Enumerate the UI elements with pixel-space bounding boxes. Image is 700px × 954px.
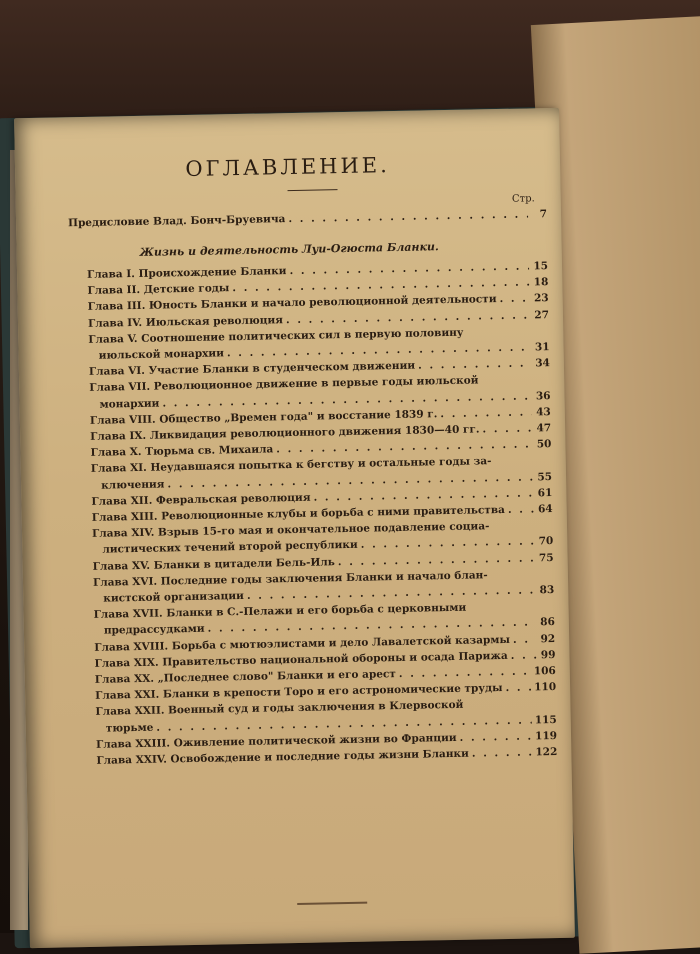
chapter-label: Глава XIV. Взрыв 15-го мая и окончательное подавление социа- [91,520,490,541]
leader-dots [505,682,531,694]
chapter-label: Глава XVII. Бланки в С.-Пелажи и его борьба с церковными [93,601,467,622]
leader-dots [289,260,529,277]
leader-dots [276,439,532,456]
chapter-page: 47 [536,422,552,435]
chapter-page: 31 [534,341,550,354]
title-rule [288,189,338,191]
chapter-label-continuation: ключения [101,478,165,492]
page-column-label: Стр. [511,193,535,205]
leader-dots [232,277,529,295]
chapter-label: Глава XXI. Бланки в крепости Торо и его астрономические труды [95,682,503,703]
chapter-label: Глава V. Соотношение политических сил в первую половину [88,326,464,346]
chapter-page: 64 [537,503,553,516]
chapter-label-continuation: монархии [99,397,160,411]
chapter-page: 75 [538,551,554,564]
leader-dots [227,341,531,359]
preface-page: 7 [539,208,548,221]
leader-dots [288,208,528,225]
chapter-label: Глава XVIII. Борьба с мютюэлистами и дело Лавалетской казармы [94,633,511,654]
chapter-label: Глава IX. Ликвидация революционного движения 1830—40 гг. [90,423,480,443]
leader-dots [247,584,536,602]
chapter-page: 15 [533,260,549,273]
chapter-label: Глава XV. Бланки в цитадели Бель-Иль [92,555,335,573]
leader-dots [508,503,534,515]
chapter-page: 55 [537,470,553,483]
chapter-label-continuation: предрассудками [103,623,205,638]
chapter-label: Глава XIX. Правительство национальной обороны и осада Парижа [94,649,508,670]
leader-dots [418,358,531,372]
chapter-label-continuation: листических течений второй республики [102,539,358,557]
book-page [14,108,575,948]
leader-dots [399,665,531,680]
chapter-label: Глава XVI. Последние годы заключения Бланки и начало блан- [92,569,488,589]
chapter-label: Глава X. Тюрьма св. Михаила [90,443,274,460]
chapter-page: 43 [536,405,551,419]
preface-label: Предисловие Влад. Бонч-Бруевича [67,213,286,230]
chapter-page: 50 [536,438,552,451]
chapter-page: 106 [533,665,556,678]
chapter-label: Глава XX. „Последнее слово" Бланки и его арест [94,668,396,686]
chapter-page: 36 [535,389,551,402]
leader-dots [482,422,532,435]
chapter-page: 23 [533,292,549,305]
leader-dots [338,552,535,568]
chapter-label: Глава I. Происхождение Бланки [86,265,287,281]
chapter-page: 99 [540,648,556,662]
chapter-label-continuation: кистской организации [103,589,245,605]
chapter-page: 122 [535,745,558,759]
chapter-label: Глава VI. Участие Бланки в студенческом движении [88,359,416,379]
leader-dots [440,406,532,420]
chapter-page: 27 [534,308,550,321]
chapter-label: Глава XXIII. Оживление политической жизни во Франции [96,731,457,751]
chapter-label: Глава VII. Революционное движение в первые годы июльской [89,374,479,395]
leader-dots [167,471,533,490]
table-of-contents [14,108,575,948]
chapter-page: 83 [539,584,555,597]
chapter-label: Глава XXII. Военный суд и годы заключения в Клервоской [95,699,464,719]
chapter-label-continuation: июльской монархии [98,347,225,362]
chapter-label: Глава II. Детские годы [87,282,230,298]
chapter-page: 115 [534,713,557,727]
leader-dots [513,633,536,645]
chapter-label: Глава VIII. Общество „Времен года" и восстание 1839 г. [89,408,438,427]
chapter-label: Глава XXIV. Освобождение и последние годы жизни Бланки [96,747,469,767]
leader-dots [313,487,533,503]
chapter-page: 119 [535,729,558,743]
chapter-page: 18 [533,276,549,289]
section-heading: Жизнь и деятельность Луи-Огюста Бланки. [139,240,439,259]
leader-dots [459,730,532,743]
leader-dots [499,293,529,306]
chapter-label: Глава IV. Июльская революция [87,313,284,330]
leader-dots [162,390,531,409]
chapter-label: Глава XI. Неудавшаяся попытка к бегству и остальные годы за- [90,455,492,476]
preface-entry [68,208,547,229]
chapter-page: 70 [538,535,554,548]
leader-dots [361,536,535,551]
chapter-page: 34 [535,357,550,370]
chapter-label: Глава XII. Февральская революция [91,491,311,508]
leader-dots [511,649,537,661]
page-title: ОГЛАВЛЕНИЕ. [185,153,391,182]
chapter-label: Глава III. Юность Бланки и начало революционной деятельности [87,293,497,314]
chapter-label-continuation: тюрьме [105,721,154,735]
chapter-label: Глава XIII. Революционные клубы и борьба с ними правительства [91,503,506,524]
chapter-page: 92 [540,632,556,645]
leader-dots [472,746,533,759]
chapter-page: 110 [534,681,557,694]
leader-dots [286,309,530,326]
footer-rule [297,902,367,905]
chapter-page: 86 [540,616,555,629]
leader-dots [207,617,536,635]
chapter-page: 61 [537,486,553,500]
